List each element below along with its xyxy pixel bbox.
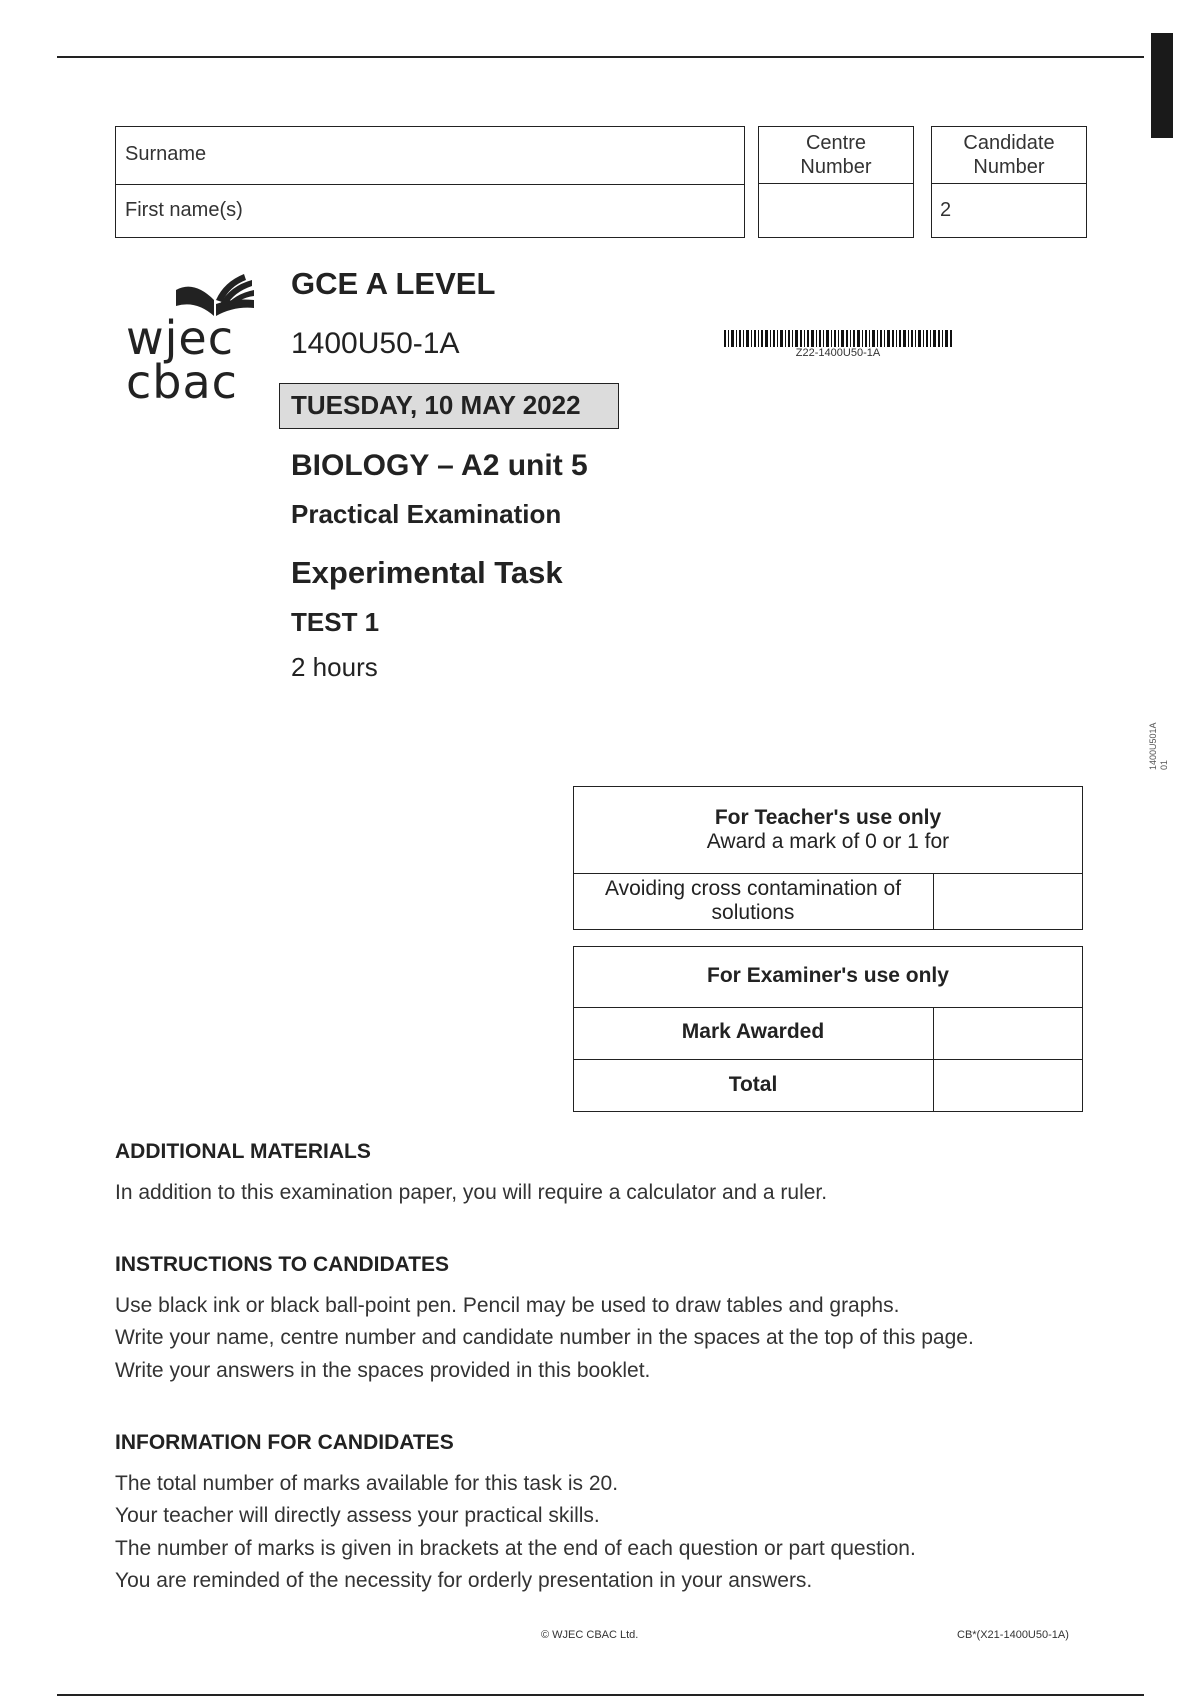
candidate-number-label-line1: Candidate: [963, 132, 1055, 154]
footer-copyright: © WJEC CBAC Ltd.: [541, 1629, 639, 1641]
candidate-number-divider: [931, 183, 1087, 184]
centre-number-label-line1: Centre: [805, 132, 867, 154]
total-field[interactable]: [937, 1063, 1079, 1108]
instructions-line-3: Write your answers in the spaces provided in this booklet.: [115, 1359, 651, 1382]
information-line-2: Your teacher will directly assess your practical skills.: [115, 1504, 600, 1527]
surname-label: Surname: [125, 143, 207, 165]
exam-code: 1400U50-1A: [291, 327, 460, 360]
instructions-line-2: Write your name, centre number and candidate number in the spaces at the top of this page.: [115, 1326, 974, 1349]
barcode-text: Z22-1400U50-1A: [795, 347, 881, 359]
total-label: Total: [728, 1073, 778, 1096]
centre-number-label: [758, 131, 914, 179]
examiner-table-heading: For Examiner's use only: [707, 964, 949, 987]
side-code-line2: 01: [1159, 759, 1169, 770]
top-rule: [57, 56, 1144, 58]
mark-awarded-field[interactable]: [937, 1011, 1079, 1055]
instructions-heading: INSTRUCTIONS TO CANDIDATES: [115, 1253, 450, 1276]
centre-number-label-line2: Number: [800, 156, 872, 178]
exam-date: TUESDAY, 10 MAY 2022: [279, 383, 619, 429]
teacher-mark-field[interactable]: [937, 877, 1079, 926]
logo-cbac: cbac: [126, 355, 238, 409]
information-line-3: The number of marks is given in brackets at the end of each question or part question.: [115, 1537, 916, 1560]
teacher-table-row-label-line1: Avoiding cross contamination of: [604, 877, 902, 900]
exam-test: TEST 1: [291, 607, 380, 637]
exam-task: Experimental Task: [291, 555, 563, 590]
examiner-table-divider-2: [573, 1059, 1083, 1060]
centre-number-divider: [758, 183, 914, 184]
candidate-number-value[interactable]: 2: [940, 199, 952, 221]
surname-field[interactable]: [124, 158, 734, 178]
information-heading: INFORMATION FOR CANDIDATES: [115, 1431, 454, 1454]
materials-heading: ADDITIONAL MATERIALS: [115, 1140, 371, 1163]
name-box-divider: [115, 184, 745, 185]
centre-number-field[interactable]: [762, 188, 910, 234]
barcode-graphic: [724, 330, 952, 347]
exam-duration: 2 hours: [291, 652, 378, 682]
teacher-table-subheading: Award a mark of 0 or 1 for: [706, 830, 950, 853]
candidate-number-label-line2: Number: [973, 156, 1045, 178]
candidate-number-label: [931, 131, 1087, 179]
teacher-table-divider: [573, 873, 1083, 874]
exam-subject: BIOLOGY – A2 unit 5: [291, 449, 588, 482]
teacher-table-heading: For Teacher's use only: [714, 806, 942, 829]
examiner-table-col-divider: [933, 1007, 934, 1112]
teacher-table-col-divider: [933, 873, 934, 930]
first-names-label: First name(s): [125, 199, 243, 221]
materials-text: In addition to this examination paper, you will require a calculator and a ruler.: [115, 1181, 828, 1204]
instructions-line-1: Use black ink or black ball-point pen. Pencil may be used to draw tables and graphs.: [115, 1294, 900, 1317]
mark-awarded-label: Mark Awarded: [681, 1020, 825, 1043]
information-line-1: The total number of marks available for this task is 20.: [115, 1472, 619, 1495]
examiner-table-divider-1: [573, 1007, 1083, 1008]
exam-paper: Practical Examination: [291, 499, 562, 529]
bottom-rule: [57, 1694, 1144, 1696]
exam-level: GCE A LEVEL: [291, 266, 496, 301]
teacher-table-row-label-line2: solutions: [711, 901, 795, 924]
logo-wjec: wjec: [126, 311, 234, 365]
teacher-table-row-label: [573, 877, 933, 925]
first-names-field[interactable]: [124, 214, 734, 234]
information-line-4: You are reminded of the necessity for orderly presentation in your answers.: [115, 1569, 813, 1592]
footer-reference: CB*(X21-1400U50-1A): [957, 1629, 1069, 1641]
page-marker-tab: [1151, 33, 1173, 138]
side-code: [1148, 722, 1170, 770]
side-code-line1: 1400U501A: [1148, 722, 1158, 770]
